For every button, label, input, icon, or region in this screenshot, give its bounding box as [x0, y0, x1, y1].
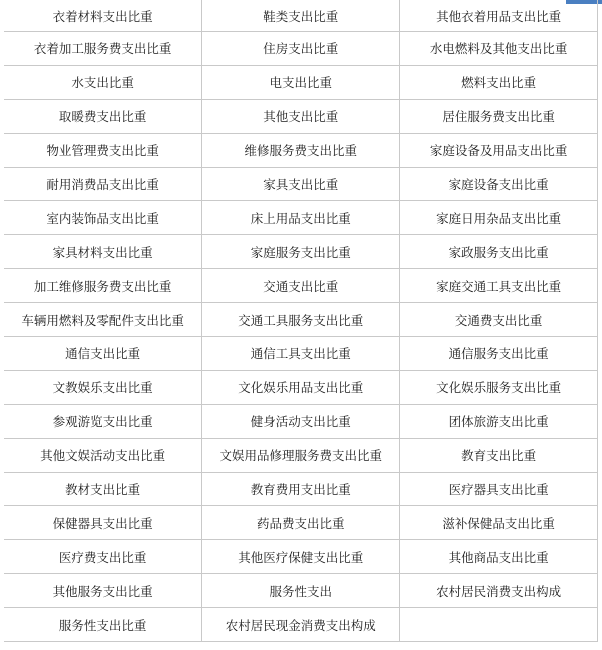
- table-cell[interactable]: 燃料支出比重: [400, 65, 598, 99]
- indicator-table: [4, 0, 598, 642]
- table-row: [4, 133, 598, 167]
- table-cell[interactable]: 其他商品支出比重: [400, 540, 598, 574]
- table-cell[interactable]: 健身活动支出比重: [202, 404, 400, 438]
- table-cell[interactable]: 家庭设备及用品支出比重: [400, 133, 598, 167]
- table-cell[interactable]: 药品费支出比重: [202, 506, 400, 540]
- table-cell[interactable]: 维修服务费支出比重: [202, 133, 400, 167]
- table-cell[interactable]: 教材支出比重: [4, 472, 202, 506]
- table-cell[interactable]: 参观游览支出比重: [4, 404, 202, 438]
- table-cell[interactable]: 交通费支出比重: [400, 303, 598, 337]
- table-cell[interactable]: 农村居民现金消费支出构成: [202, 608, 400, 642]
- table-cell[interactable]: 家庭设备支出比重: [400, 167, 598, 201]
- table-cell[interactable]: 文化娱乐服务支出比重: [400, 370, 598, 404]
- table-cell[interactable]: 其他服务支出比重: [4, 574, 202, 608]
- table-cell[interactable]: 服务性支出: [202, 574, 400, 608]
- table-cell[interactable]: 家具支出比重: [202, 167, 400, 201]
- table-cell[interactable]: 通信服务支出比重: [400, 337, 598, 371]
- table-row: [4, 269, 598, 303]
- table-row: [4, 337, 598, 371]
- table-cell[interactable]: 加工维修服务费支出比重: [4, 269, 202, 303]
- table-row: [4, 404, 598, 438]
- table-cell[interactable]: 衣着材料支出比重: [4, 0, 202, 32]
- table-cell[interactable]: 其他医疗保健支出比重: [202, 540, 400, 574]
- table-cell[interactable]: 通信工具支出比重: [202, 337, 400, 371]
- table-cell[interactable]: 居住服务费支出比重: [400, 99, 598, 133]
- table-cell[interactable]: 其他衣着用品支出比重: [400, 0, 598, 32]
- table-cell[interactable]: 车辆用燃料及零配件支出比重: [4, 303, 202, 337]
- table-cell[interactable]: 室内装饰品支出比重: [4, 201, 202, 235]
- table-cell[interactable]: 医疗费支出比重: [4, 540, 202, 574]
- table-row: [4, 99, 598, 133]
- table-row: [4, 0, 598, 32]
- table-cell[interactable]: 物业管理费支出比重: [4, 133, 202, 167]
- table-cell[interactable]: 其他支出比重: [202, 99, 400, 133]
- table-cell[interactable]: 团体旅游支出比重: [400, 404, 598, 438]
- table-row: [4, 235, 598, 269]
- table-cell[interactable]: 教育支出比重: [400, 438, 598, 472]
- table-cell[interactable]: 家庭交通工具支出比重: [400, 269, 598, 303]
- table-cell[interactable]: 水电燃料及其他支出比重: [400, 32, 598, 66]
- table-cell[interactable]: 滋补保健品支出比重: [400, 506, 598, 540]
- table-row: [4, 438, 598, 472]
- table-cell[interactable]: 文娱用品修理服务费支出比重: [202, 438, 400, 472]
- table-row: [4, 540, 598, 574]
- table-cell[interactable]: 服务性支出比重: [4, 608, 202, 642]
- table-row: [4, 506, 598, 540]
- table-cell[interactable]: 医疗器具支出比重: [400, 472, 598, 506]
- indicator-table-body: [4, 0, 598, 642]
- table-cell[interactable]: 教育费用支出比重: [202, 472, 400, 506]
- table-cell[interactable]: 其他文娱活动支出比重: [4, 438, 202, 472]
- table-cell[interactable]: 家庭日用杂品支出比重: [400, 201, 598, 235]
- table-cell[interactable]: 水支出比重: [4, 65, 202, 99]
- table-cell[interactable]: 文化娱乐用品支出比重: [202, 370, 400, 404]
- table-cell[interactable]: 家具材料支出比重: [4, 235, 202, 269]
- table-row: [4, 65, 598, 99]
- table-cell[interactable]: 电支出比重: [202, 65, 400, 99]
- table-cell[interactable]: 鞋类支出比重: [202, 0, 400, 32]
- table-cell[interactable]: 交通支出比重: [202, 269, 400, 303]
- table-cell[interactable]: 衣着加工服务费支出比重: [4, 32, 202, 66]
- table-cell[interactable]: 家庭服务支出比重: [202, 235, 400, 269]
- table-row: [4, 472, 598, 506]
- table-cell-empty: [400, 608, 598, 642]
- table-row: [4, 167, 598, 201]
- table-cell[interactable]: 家政服务支出比重: [400, 235, 598, 269]
- table-cell[interactable]: 住房支出比重: [202, 32, 400, 66]
- table-cell[interactable]: 取暖费支出比重: [4, 99, 202, 133]
- table-cell[interactable]: 通信支出比重: [4, 337, 202, 371]
- table-cell[interactable]: 文教娱乐支出比重: [4, 370, 202, 404]
- table-row: [4, 201, 598, 235]
- table-row: [4, 574, 598, 608]
- table-row: [4, 303, 598, 337]
- table-row: [4, 608, 598, 642]
- table-cell[interactable]: 农村居民消费支出构成: [400, 574, 598, 608]
- table-row: [4, 370, 598, 404]
- table-row: [4, 32, 598, 66]
- table-cell[interactable]: 耐用消费品支出比重: [4, 167, 202, 201]
- table-cell[interactable]: 保健器具支出比重: [4, 506, 202, 540]
- table-cell[interactable]: 交通工具服务支出比重: [202, 303, 400, 337]
- table-cell[interactable]: 床上用品支出比重: [202, 201, 400, 235]
